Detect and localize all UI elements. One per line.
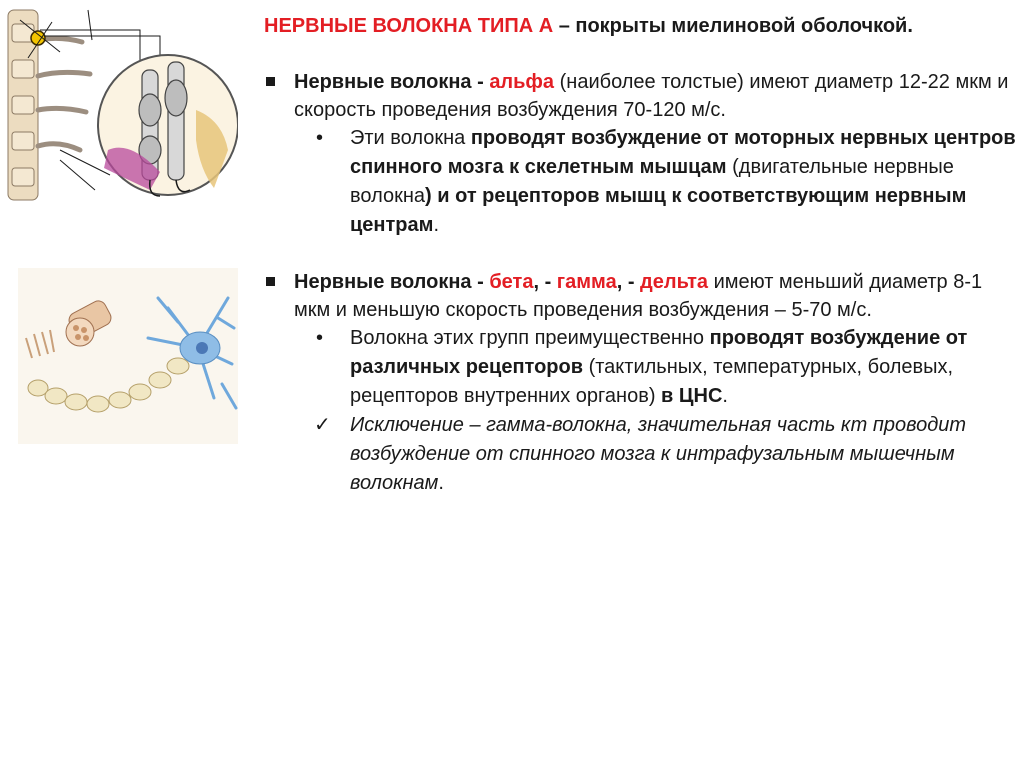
alpha-lead: Нервные волокна - — [294, 71, 490, 93]
exception-bullet — [264, 411, 1016, 498]
others-sub-bullet — [264, 324, 1016, 411]
others-delta: дельта — [640, 271, 709, 293]
other-fibers-bullet — [264, 268, 1016, 324]
check-bullet-icon: ✓ — [314, 414, 331, 436]
others-sub-b1: проводят возбуждение от различных рецепторов — [350, 327, 968, 378]
exception-text: Исключение – гамма-волокна, значительная часть кт проводит возбуждение от спинного мозга к интрафузальным мышечным волокнам — [350, 414, 967, 494]
square-bullet-icon — [266, 277, 275, 286]
exception-end: . — [438, 472, 444, 494]
alpha-sub-bullet — [264, 124, 1016, 240]
alpha-sub-b2: ) и от рецепторов мышц к соответствующим нервным центрам — [350, 185, 967, 236]
others-sub-t3: . — [722, 385, 728, 407]
others-sub-t1: Волокна этих групп преимущественно — [350, 327, 710, 349]
myelinated-neuron-illustration — [18, 268, 238, 444]
text-column — [264, 12, 1016, 498]
others-lead: Нервные волокна - — [294, 271, 490, 293]
title-highlight: НЕРВНЫЕ ВОЛОКНА ТИПА А — [264, 15, 554, 37]
alpha-name: альфа — [489, 71, 555, 93]
others-sep1: , - — [533, 271, 557, 293]
alpha-sub-t2: (двигательные нервные волокна — [350, 156, 954, 207]
alpha-sub-t3: . — [433, 214, 439, 236]
alpha-fibers-bullet — [264, 68, 1016, 124]
others-beta: бета — [489, 271, 534, 293]
dot-bullet-icon: • — [316, 327, 324, 349]
others-rest: имеют меньший диаметр 8-1 мкм и меньшую скорость проведения возбуждения – 5-70 м/с. — [294, 271, 983, 321]
dot-bullet-icon: • — [316, 127, 324, 149]
others-sub-t2: (тактильных, температурных, болевых, рецепторов внутренних органов) — [350, 356, 954, 407]
alpha-sub-b1: проводят возбуждение от моторных нервных центров спинного мозга к скелетным мышцам — [350, 127, 1016, 178]
spacer — [264, 240, 1016, 268]
title-rest: – покрыты миелиновой оболочкой. — [553, 15, 913, 37]
square-bullet-icon — [266, 77, 275, 86]
alpha-rest: (наиболее толстые) имеют диаметр 12-22 мкм и скорость проведения возбуждения 70-120 м/с. — [294, 71, 1009, 121]
spinal-nerve-illustration — [0, 0, 238, 210]
others-sub-b2: в ЦНС — [661, 385, 723, 407]
others-gamma: гамма — [556, 271, 617, 293]
others-sep2: , - — [616, 271, 641, 293]
slide-title — [264, 12, 1016, 40]
alpha-sub-t1: Эти волокна — [350, 127, 471, 149]
